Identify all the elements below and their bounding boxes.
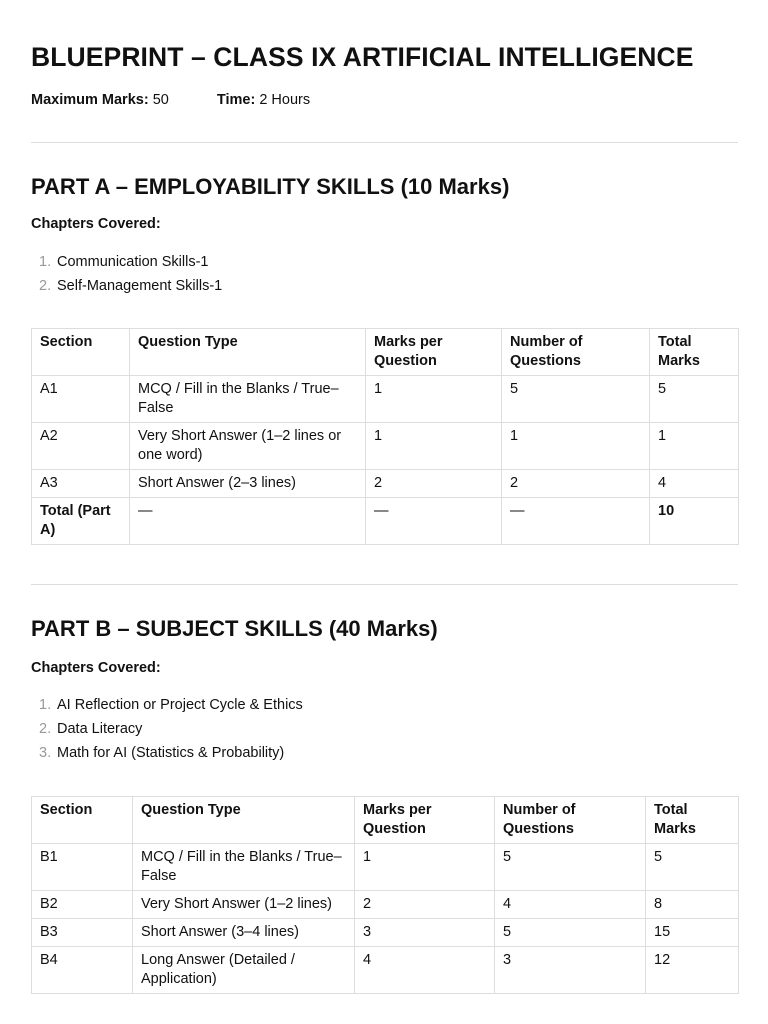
column-header: Section <box>32 329 130 376</box>
max-marks-label: Maximum Marks: <box>31 92 149 108</box>
table-cell: 1 <box>355 844 495 891</box>
table-cell: 8 <box>646 891 739 919</box>
column-header: Number of Questions <box>495 797 646 844</box>
table-row <box>32 844 739 891</box>
table-cell: 4 <box>355 947 495 994</box>
table-cell: 5 <box>502 376 650 423</box>
table-cell: 3 <box>495 947 646 994</box>
page-title: BLUEPRINT – CLASS IX ARTIFICIAL INTELLIGENCE <box>31 42 694 72</box>
table-cell: 2 <box>366 470 502 498</box>
table-cell: Long Answer (Detailed / Application) <box>133 947 355 994</box>
table-cell: Total (Part A) <box>32 498 130 545</box>
table-row <box>32 891 739 919</box>
max-marks-value: 50 <box>152 92 169 108</box>
table-cell: 1 <box>502 423 650 470</box>
table-cell: 12 <box>646 947 739 994</box>
table-cell: B3 <box>32 919 133 947</box>
column-header: Question Type <box>133 797 355 844</box>
table-row <box>32 947 739 994</box>
table-cell: 5 <box>495 919 646 947</box>
table-cell: Very Short Answer (1–2 lines or one word) <box>130 423 366 470</box>
column-header: Marks per Question <box>355 797 495 844</box>
part-b-table <box>31 796 739 994</box>
table-cell: 5 <box>650 376 739 423</box>
table-cell: — <box>130 498 366 545</box>
part-b-heading: PART B – SUBJECT SKILLS (40 Marks) <box>31 616 438 641</box>
part-a-chapter-list <box>31 250 222 298</box>
column-header: Marks per Question <box>366 329 502 376</box>
column-header: Total Marks <box>646 797 739 844</box>
table-cell: B1 <box>32 844 133 891</box>
column-header: Question Type <box>130 329 366 376</box>
table-cell: 3 <box>355 919 495 947</box>
part-a-heading: PART A – EMPLOYABILITY SKILLS (10 Marks) <box>31 174 510 199</box>
table-cell: — <box>366 498 502 545</box>
part-a-chapters-label: Chapters Covered: <box>31 216 161 232</box>
table-cell: A3 <box>32 470 130 498</box>
table-row <box>32 470 739 498</box>
section-divider <box>31 142 738 143</box>
list-item: 1. Communication Skills-1 <box>39 254 209 270</box>
table-cell: MCQ / Fill in the Blanks / True–False <box>130 376 366 423</box>
table-total-row <box>32 498 739 545</box>
list-item: 2. Self-Management Skills-1 <box>39 278 223 294</box>
time-value: 2 Hours <box>259 92 311 108</box>
part-b-chapters-label: Chapters Covered: <box>31 660 161 676</box>
table-cell: 2 <box>355 891 495 919</box>
table-cell: Very Short Answer (1–2 lines) <box>133 891 355 919</box>
column-header: Section <box>32 797 133 844</box>
table-row <box>32 919 739 947</box>
table-cell: 2 <box>502 470 650 498</box>
column-header: Total Marks <box>650 329 739 376</box>
table-cell: A2 <box>32 423 130 470</box>
table-header-row <box>32 329 739 376</box>
table-cell: 4 <box>495 891 646 919</box>
table-cell: 4 <box>650 470 739 498</box>
list-item: 3. Math for AI (Statistics & Probability) <box>39 745 285 761</box>
table-cell: 15 <box>646 919 739 947</box>
table-row <box>32 423 739 470</box>
table-cell: 1 <box>366 423 502 470</box>
table-cell: 5 <box>646 844 739 891</box>
table-cell: B4 <box>32 947 133 994</box>
table-cell: MCQ / Fill in the Blanks / True–False <box>133 844 355 891</box>
table-cell: 10 <box>650 498 739 545</box>
part-b-chapter-list <box>31 693 303 765</box>
time-label: Time: <box>216 92 256 108</box>
section-divider <box>31 584 738 585</box>
list-item: 2. Data Literacy <box>39 721 143 737</box>
table-cell: Short Answer (2–3 lines) <box>130 470 366 498</box>
column-header: Number of Questions <box>502 329 650 376</box>
exam-meta <box>31 92 310 108</box>
part-a-table <box>31 328 739 545</box>
table-cell: Short Answer (3–4 lines) <box>133 919 355 947</box>
table-cell: A1 <box>32 376 130 423</box>
table-header-row <box>32 797 739 844</box>
table-cell: 1 <box>650 423 739 470</box>
table-cell: — <box>502 498 650 545</box>
table-cell: B2 <box>32 891 133 919</box>
table-cell: 5 <box>495 844 646 891</box>
table-cell: 1 <box>366 376 502 423</box>
table-row <box>32 376 739 423</box>
list-item: 1. AI Reflection or Project Cycle & Ethics <box>39 697 303 713</box>
